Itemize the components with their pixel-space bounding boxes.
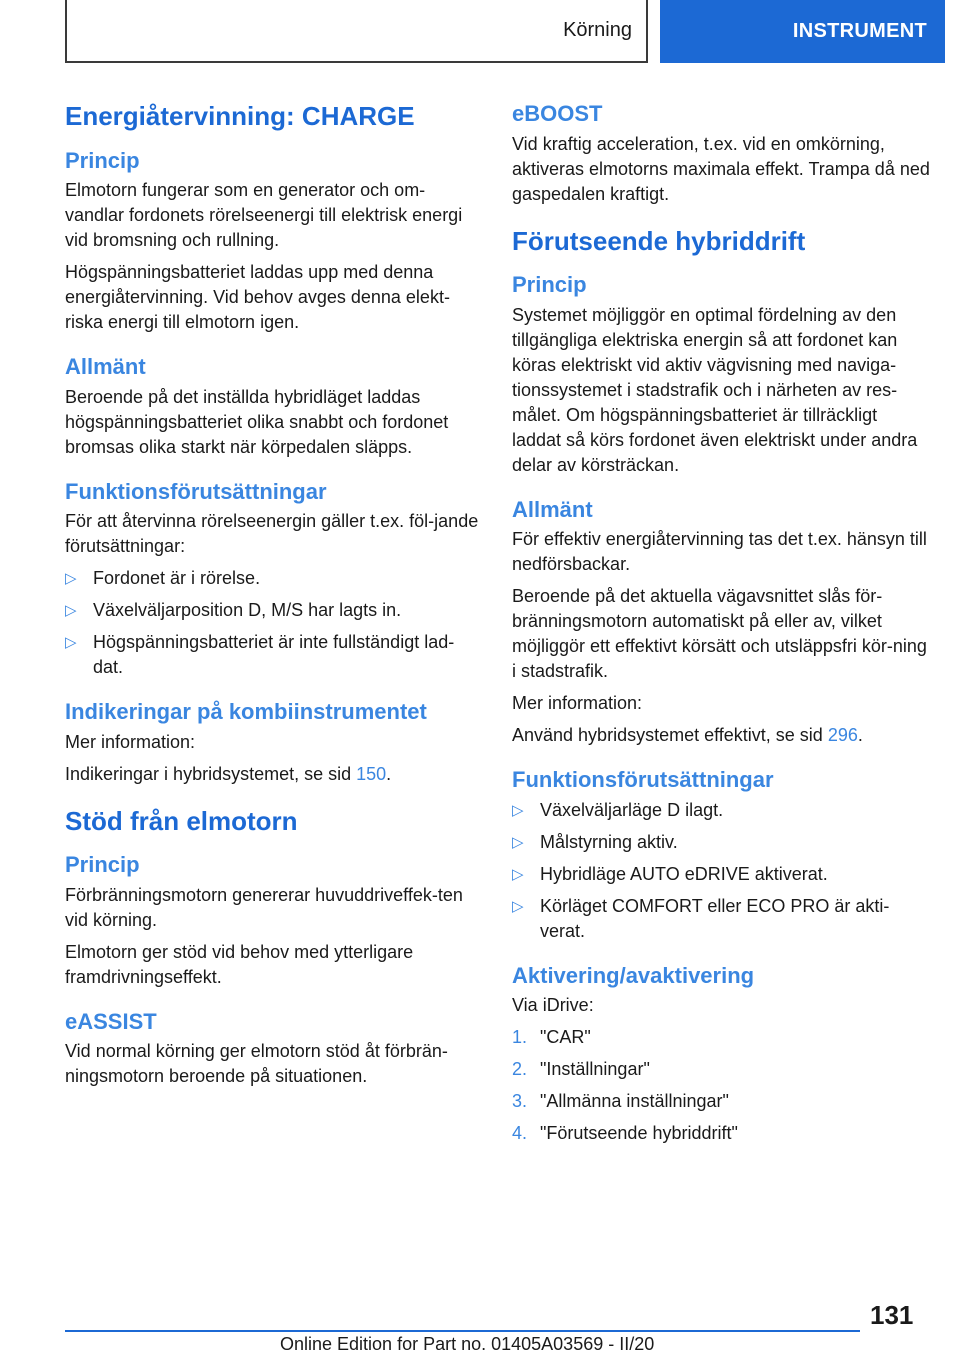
step-number: 1. — [512, 1027, 528, 1047]
triangle-bullet-icon: ▷ — [512, 897, 524, 915]
paragraph-with-link: Använd hybridsystemet effektivt, se sid 296. — [512, 725, 863, 745]
list-item: ▷ Körläget COMFORT eller ECO PRO är akti-verat. — [512, 895, 890, 941]
section-label: INSTRUMENT — [792, 20, 927, 42]
left-column — [65, 100, 480, 1107]
heading-charge: Energiåtervinning: CHARGE — [65, 101, 415, 131]
paragraph: Beroende på det inställda hybridläget laddas högspänningsbatteriet olika snabbt och fordonet bromsas olika starkt när körpedalen släpps. — [65, 386, 449, 457]
paragraph: Via iDrive: — [512, 995, 594, 1015]
paragraph: Elmotorn fungerar som en generator och om-vandlar fordonets rörelseenergi till elektrisk energi vid bromsning och rullning. — [65, 180, 463, 250]
triangle-bullet-icon: ▷ — [512, 833, 524, 851]
list-item: 3. "Allmänna inställningar" — [512, 1089, 930, 1114]
heading-stod: Stöd från elmotorn — [65, 805, 298, 836]
subheading-funktionsforutsattningar: Funktionsförutsättningar — [65, 478, 327, 504]
list-item: ▷ Växelväljarläge D ilagt. — [512, 798, 930, 823]
paragraph: Mer information: — [65, 731, 196, 752]
subheading-funktionsforutsattningar: Funktionsförutsättningar — [512, 767, 774, 792]
list-item: ▷ Högspänningsbatteriet är inte fullständigt lad-dat. — [65, 632, 455, 677]
subheading-eboost: eBOOST — [512, 101, 603, 126]
footer-edition: Online Edition for Part no. 01405A03569 - II/20 — [280, 1334, 655, 1354]
page-link-150[interactable]: 150 — [356, 763, 387, 784]
subheading-princip: Princip — [512, 272, 587, 297]
paragraph: För att återvinna rörelseenergin gäller t.ex. föl-jande förutsättningar: — [65, 511, 479, 556]
list-item: 4. "Förutseende hybriddrift" — [512, 1121, 930, 1146]
list-item: ▷ Växelväljarposition D, M/S har lagts in. — [65, 598, 480, 623]
step-number: 4. — [512, 1123, 528, 1143]
paragraph: För effektiv energiåtervinning tas det t.ex. hänsyn till nedförsbackar. — [512, 529, 927, 574]
page-number: 131 — [870, 1300, 914, 1330]
list-item: 2. "Inställningar" — [512, 1057, 930, 1082]
subheading-princip: Princip — [65, 852, 140, 877]
subheading-eassist: eASSIST — [65, 1008, 157, 1034]
paragraph: Högspänningsbatteriet laddas upp med denna energiåtervinning. Vid behov avges denna elekt-riska energi till elmotorn igen. — [65, 262, 450, 332]
subheading-aktivering: Aktivering/avaktivering — [512, 962, 755, 988]
heading-forutseende: Förutseende hybriddrift — [512, 225, 806, 256]
triangle-bullet-icon: ▷ — [65, 634, 77, 651]
list-item: ▷ Målstyrning aktiv. — [512, 830, 930, 855]
paragraph: Beroende på det aktuella vägavsnittet slås för-bränningsmotorn automatiskt på eller av, vilket möjliggör ett effektivt körsätt och utsläppsfri kör-ning i stadstrafik. — [512, 586, 927, 681]
subheading-allmant: Allmänt — [65, 354, 146, 379]
subheading-allmant: Allmänt — [512, 496, 593, 522]
triangle-bullet-icon: ▷ — [512, 801, 524, 819]
step-number: 3. — [512, 1091, 528, 1111]
subheading-princip: Princip — [65, 147, 140, 173]
list-item: 1. "CAR" — [512, 1025, 930, 1050]
bullet-list — [65, 566, 480, 680]
step-number: 2. — [512, 1059, 528, 1079]
triangle-bullet-icon: ▷ — [65, 570, 77, 587]
page-link-296[interactable]: 296 — [827, 725, 858, 745]
subheading-indikeringar: Indikeringar på kombiinstrumentet — [65, 699, 427, 724]
section-tab[interactable] — [660, 0, 945, 63]
triangle-bullet-icon: ▷ — [65, 602, 77, 619]
triangle-bullet-icon: ▷ — [512, 865, 524, 883]
list-item: ▷ Hybridläge AUTO eDRIVE aktiverat. — [512, 862, 930, 887]
paragraph: Elmotorn ger stöd vid behov med ytterligare framdrivningseffekt. — [65, 941, 414, 987]
paragraph: Vid normal körning ger elmotorn stöd åt förbrän-ningsmotorn beroende på situationen. — [65, 1041, 448, 1086]
bullet-list — [512, 798, 930, 944]
chapter-label: Körning — [563, 19, 632, 41]
list-item: ▷ Fordonet är i rörelse. — [65, 566, 480, 591]
footer-divider — [65, 1330, 860, 1332]
paragraph: Vid kraftig acceleration, t.ex. vid en omkörning, aktiveras elmotorns maximala effekt. Trampa då ned gaspedalen kraftigt. — [512, 133, 930, 204]
chapter-tab[interactable] — [65, 0, 648, 63]
paragraph: Förbränningsmotorn genererar huvuddriveffek-ten vid körning. — [65, 884, 463, 930]
paragraph: Mer information: — [512, 693, 643, 713]
numbered-list — [512, 1025, 930, 1146]
right-column — [512, 100, 930, 1164]
paragraph-with-link: Indikeringar i hybridsystemet, se sid 150. — [65, 763, 392, 784]
paragraph: Systemet möjliggör en optimal fördelning av den tillgängliga elektriska energin så att fordonet kan köras elektriskt vid aktiv vägvisning med naviga-tionssystemet i stadstrafik och i närheten av res-målet. Om högspänningsbatteriet är tillräckligt laddat så körs fordonet även elektriskt under andra delar av körsträckan. — [512, 304, 918, 475]
